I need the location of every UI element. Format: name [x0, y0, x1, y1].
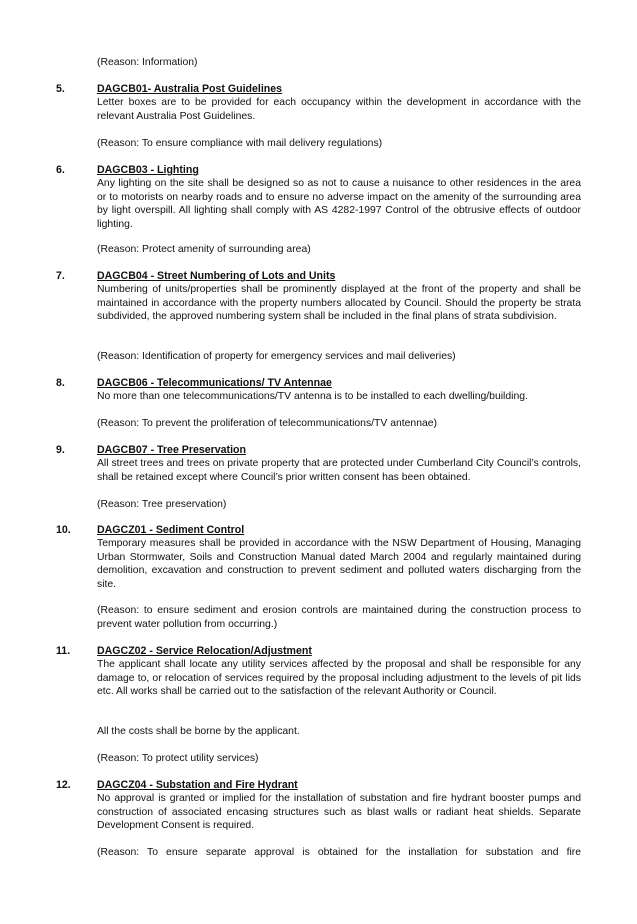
condition-body: Any lighting on the site shall be designed so as not to cause a nuisance to other residences in the area or to motorists on nearby roads and to ensure no adverse impact on the amenity of the surrounding area by light overspill. All lighting shall comply with AS 4282-1997 Control of the obtrusive effects of outdoor lighting. [97, 178, 581, 230]
condition-number: 11. [56, 645, 71, 657]
condition-number: 12. [56, 779, 71, 791]
condition-body: Numbering of units/properties shall be prominently displayed at the front of the property and shall be maintained in accordance with the property numbers allocated by Council. Should the property be strata subdivided, the approved numbering system shall be included in the final plans of strata subdivision. [97, 284, 581, 323]
condition-body: Letter boxes are to be provided for each occupancy within the development in accordance with the relevant Australia Post Guidelines. [97, 97, 581, 122]
condition-body: The applicant shall locate any utility services affected by the proposal and shall be responsible for any damage to, or relocation of services required by the proposal including adjustment to the levels of pit lids etc. All works shall be carried out to the satisfaction of the relevant Authority or Council. [97, 659, 581, 698]
condition-body: All street trees and trees on private property that are protected under Cumberland City Council’s controls, shall be retained except where Council’s prior written consent has been obtained. [97, 458, 581, 483]
condition-number: 9. [56, 444, 65, 456]
condition-reason: (Reason: To protect utility services) [97, 753, 259, 764]
condition-heading: DAGCB06 - Telecommunications/ TV Antennae [97, 377, 332, 389]
condition-heading: DAGCB03 - Lighting [97, 164, 199, 176]
condition-number: 7. [56, 270, 65, 282]
condition-heading: DAGCZ04 - Substation and Fire Hydrant [97, 779, 298, 791]
condition-body: Temporary measures shall be provided in accordance with the NSW Department of Housing, Managing Urban Stormwater, Soils and Construction Manual dated March 2004 and regularly maintained during demolition, excavation and construction to prevent sediment and polluted waters discharging from the site. [97, 538, 581, 590]
condition-reason: (Reason: Identification of property for emergency services and mail deliveries) [97, 351, 456, 362]
condition-reason: (Reason: to ensure sediment and erosion controls are maintained during the construction process to prevent water pollution from occurring.) [97, 605, 581, 630]
condition-body: No more than one telecommunications/TV antenna is to be installed to each dwelling/building. [97, 391, 528, 402]
condition-heading: DAGCB04 - Street Numbering of Lots and Units [97, 270, 336, 282]
condition-reason: (Reason: To ensure separate approval is obtained for the installation for substation and fire [97, 847, 581, 858]
condition-reason: (Reason: Tree preservation) [97, 499, 227, 510]
condition-reason: (Reason: Protect amenity of surrounding area) [97, 244, 311, 255]
condition-number: 8. [56, 377, 65, 389]
condition-heading: DAGCB01- Australia Post Guidelines [97, 83, 283, 95]
condition-heading: DAGCB07 - Tree Preservation [97, 444, 246, 456]
condition-reason: (Reason: To prevent the proliferation of telecommunications/TV antennae) [97, 418, 438, 429]
intro-reason: (Reason: Information) [97, 57, 198, 68]
condition-number: 5. [56, 83, 65, 95]
condition-body: No approval is granted or implied for the installation of substation and fire hydrant booster pumps and construction of associated encasing structures such as blast walls or radiant heat shields. Separate Development Consent is required. [97, 793, 581, 832]
condition-extra: All the costs shall be borne by the applicant. [97, 726, 300, 737]
condition-number: 10. [56, 524, 71, 536]
condition-heading: DAGCZ01 - Sediment Control [97, 524, 245, 536]
condition-number: 6. [56, 164, 65, 176]
condition-heading: DAGCZ02 - Service Relocation/Adjustment [97, 645, 312, 657]
condition-reason: (Reason: To ensure compliance with mail delivery regulations) [97, 138, 383, 149]
